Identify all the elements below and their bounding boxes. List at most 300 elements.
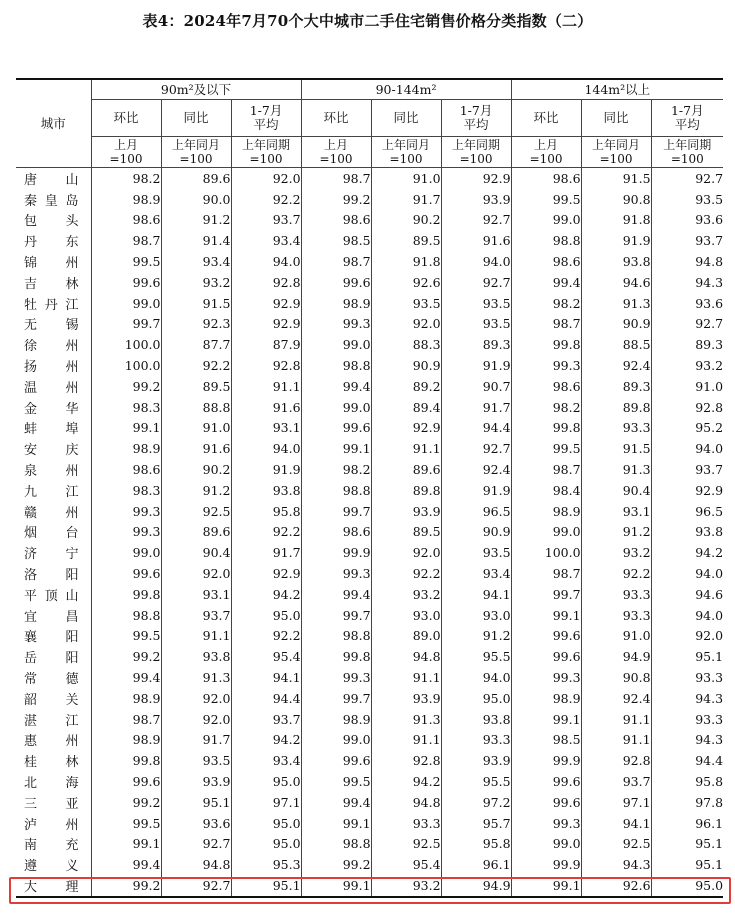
index-value: 93.7 xyxy=(581,771,651,792)
city-name: 遵义 xyxy=(24,859,79,875)
index-value: 91.1 xyxy=(161,626,231,647)
index-value: 99.6 xyxy=(511,771,581,792)
index-value: 99.8 xyxy=(511,418,581,439)
index-value: 92.7 xyxy=(651,168,723,189)
index-value: 91.7 xyxy=(231,542,301,563)
index-value: 100.0 xyxy=(91,355,161,376)
index-value: 94.8 xyxy=(371,792,441,813)
index-value: 99.8 xyxy=(91,750,161,771)
index-value: 99.3 xyxy=(91,522,161,543)
index-value: 97.1 xyxy=(581,792,651,813)
index-value: 93.7 xyxy=(161,605,231,626)
table-row xyxy=(16,792,723,813)
index-value: 92.8 xyxy=(651,397,723,418)
index-value: 90.9 xyxy=(581,314,651,335)
table-row xyxy=(16,293,723,314)
table-row xyxy=(16,667,723,688)
index-value: 93.9 xyxy=(161,771,231,792)
index-value: 94.8 xyxy=(371,646,441,667)
index-value: 92.9 xyxy=(371,418,441,439)
index-value: 99.5 xyxy=(91,626,161,647)
city-name: 宜昌 xyxy=(24,609,79,625)
index-value: 92.6 xyxy=(581,875,651,897)
city-name: 桂林 xyxy=(24,755,79,771)
city-name: 蚌埠 xyxy=(24,422,79,438)
index-value: 92.9 xyxy=(231,563,301,584)
index-value: 99.3 xyxy=(91,501,161,522)
index-value: 95.0 xyxy=(231,605,301,626)
index-value: 98.3 xyxy=(91,397,161,418)
index-value: 90.8 xyxy=(581,189,651,210)
index-value: 91.5 xyxy=(581,438,651,459)
header-subcol: 1-7月 平均 xyxy=(651,100,723,137)
index-value: 87.7 xyxy=(161,334,231,355)
index-value: 94.3 xyxy=(581,854,651,875)
city-name: 金华 xyxy=(24,401,79,417)
index-value: 88.3 xyxy=(371,334,441,355)
index-value: 99.2 xyxy=(91,792,161,813)
index-value: 93.6 xyxy=(651,293,723,314)
index-value: 99.1 xyxy=(511,605,581,626)
index-value: 91.7 xyxy=(371,189,441,210)
index-value: 95.7 xyxy=(441,813,511,834)
index-value: 92.4 xyxy=(581,688,651,709)
index-value: 99.4 xyxy=(91,854,161,875)
index-value: 99.4 xyxy=(91,667,161,688)
city-name: 烟台 xyxy=(24,526,79,542)
header-subcol: 同比 xyxy=(161,100,231,137)
index-value: 98.6 xyxy=(511,168,581,189)
index-value: 99.1 xyxy=(511,709,581,730)
index-value: 100.0 xyxy=(91,334,161,355)
index-value: 94.4 xyxy=(651,750,723,771)
index-value: 95.1 xyxy=(651,834,723,855)
index-value: 98.3 xyxy=(91,480,161,501)
header-subcol: 环比 xyxy=(511,100,581,137)
index-value: 92.7 xyxy=(441,272,511,293)
index-value: 100.0 xyxy=(511,542,581,563)
table-row xyxy=(16,397,723,418)
index-value: 91.6 xyxy=(441,230,511,251)
index-value: 99.2 xyxy=(91,875,161,897)
index-value: 89.2 xyxy=(371,376,441,397)
table-row xyxy=(16,563,723,584)
index-value: 95.8 xyxy=(231,501,301,522)
table-row xyxy=(16,730,723,751)
index-value: 93.2 xyxy=(371,875,441,897)
table-row xyxy=(16,626,723,647)
index-value: 92.0 xyxy=(371,542,441,563)
index-value: 99.1 xyxy=(301,813,371,834)
index-value: 87.9 xyxy=(231,334,301,355)
city-name: 平顶山 xyxy=(24,588,79,604)
index-value: 96.5 xyxy=(651,501,723,522)
index-value: 99.5 xyxy=(511,189,581,210)
index-value: 94.3 xyxy=(651,688,723,709)
index-value: 99.5 xyxy=(511,438,581,459)
index-value: 93.2 xyxy=(581,542,651,563)
index-value: 91.5 xyxy=(581,168,651,189)
index-value: 92.7 xyxy=(441,438,511,459)
index-value: 94.0 xyxy=(651,605,723,626)
index-value: 93.8 xyxy=(441,709,511,730)
index-value: 99.1 xyxy=(91,418,161,439)
index-value: 92.5 xyxy=(581,834,651,855)
index-value: 99.3 xyxy=(511,355,581,376)
index-value: 99.4 xyxy=(301,376,371,397)
index-value: 94.0 xyxy=(651,563,723,584)
index-value: 94.6 xyxy=(581,272,651,293)
index-value: 99.2 xyxy=(91,376,161,397)
index-value: 91.3 xyxy=(581,459,651,480)
index-value: 98.6 xyxy=(91,210,161,231)
city-name: 常德 xyxy=(24,672,79,688)
table-row xyxy=(16,376,723,397)
index-value: 99.3 xyxy=(511,813,581,834)
table-row xyxy=(16,480,723,501)
index-value: 91.7 xyxy=(441,397,511,418)
index-value: 91.0 xyxy=(651,376,723,397)
index-value: 98.8 xyxy=(301,480,371,501)
city-name: 温州 xyxy=(24,380,79,396)
index-value: 98.8 xyxy=(91,605,161,626)
index-value: 98.7 xyxy=(511,459,581,480)
index-value: 98.4 xyxy=(511,480,581,501)
table-row xyxy=(16,334,723,355)
index-value: 95.1 xyxy=(161,792,231,813)
index-value: 96.1 xyxy=(441,854,511,875)
index-value: 98.9 xyxy=(301,293,371,314)
index-value: 99.3 xyxy=(301,667,371,688)
index-value: 98.5 xyxy=(511,730,581,751)
index-value: 93.4 xyxy=(231,750,301,771)
index-value: 99.0 xyxy=(91,542,161,563)
header-subcol: 同比 xyxy=(581,100,651,137)
index-value: 90.9 xyxy=(441,522,511,543)
header-base: 上年同月 =100 xyxy=(581,137,651,168)
index-value: 93.2 xyxy=(651,355,723,376)
index-value: 99.1 xyxy=(301,438,371,459)
index-value: 91.9 xyxy=(441,480,511,501)
index-value: 94.2 xyxy=(231,730,301,751)
index-value: 92.0 xyxy=(161,709,231,730)
index-value: 92.8 xyxy=(231,355,301,376)
index-value: 94.4 xyxy=(441,418,511,439)
table-row xyxy=(16,189,723,210)
index-value: 95.0 xyxy=(231,771,301,792)
index-value: 97.2 xyxy=(441,792,511,813)
table-row xyxy=(16,750,723,771)
table-row xyxy=(16,584,723,605)
index-value: 92.0 xyxy=(161,563,231,584)
index-value: 92.0 xyxy=(651,626,723,647)
index-value: 92.7 xyxy=(441,210,511,231)
index-value: 91.4 xyxy=(161,230,231,251)
index-value: 93.5 xyxy=(651,189,723,210)
index-value: 99.1 xyxy=(301,875,371,897)
index-value: 90.8 xyxy=(581,667,651,688)
table-row xyxy=(16,522,723,543)
index-value: 99.0 xyxy=(301,334,371,355)
index-value: 94.4 xyxy=(231,688,301,709)
header-subcol: 1-7月 平均 xyxy=(441,100,511,137)
index-value: 93.6 xyxy=(161,813,231,834)
index-value: 99.0 xyxy=(301,397,371,418)
index-value: 98.2 xyxy=(511,293,581,314)
index-value: 93.6 xyxy=(651,210,723,231)
index-value: 99.6 xyxy=(301,750,371,771)
header-subcol: 环比 xyxy=(91,100,161,137)
index-value: 91.2 xyxy=(581,522,651,543)
city-name: 徐州 xyxy=(24,339,79,355)
index-value: 93.7 xyxy=(231,709,301,730)
table-row xyxy=(16,355,723,376)
index-value: 92.7 xyxy=(161,875,231,897)
index-value: 99.0 xyxy=(511,522,581,543)
index-value: 99.6 xyxy=(511,792,581,813)
index-value: 93.3 xyxy=(651,709,723,730)
index-value: 91.9 xyxy=(231,459,301,480)
index-value: 98.7 xyxy=(91,709,161,730)
index-value: 90.7 xyxy=(441,376,511,397)
index-value: 89.5 xyxy=(161,376,231,397)
index-value: 91.0 xyxy=(371,168,441,189)
index-value: 93.5 xyxy=(371,293,441,314)
table-row xyxy=(16,875,723,897)
price-index-table xyxy=(16,78,723,898)
index-value: 92.6 xyxy=(371,272,441,293)
header-group: 144m²以上 xyxy=(511,79,723,100)
index-value: 99.9 xyxy=(511,750,581,771)
index-value: 98.6 xyxy=(91,459,161,480)
header-city: 城市 xyxy=(16,79,91,168)
index-value: 99.8 xyxy=(301,646,371,667)
index-value: 91.8 xyxy=(371,251,441,272)
index-value: 98.9 xyxy=(91,438,161,459)
index-value: 89.6 xyxy=(161,168,231,189)
index-value: 99.4 xyxy=(301,792,371,813)
index-value: 92.9 xyxy=(651,480,723,501)
index-value: 93.4 xyxy=(441,563,511,584)
index-value: 99.8 xyxy=(91,584,161,605)
index-value: 95.8 xyxy=(441,834,511,855)
city-name: 包头 xyxy=(24,214,79,230)
index-value: 98.8 xyxy=(301,626,371,647)
index-value: 99.1 xyxy=(91,834,161,855)
index-value: 91.5 xyxy=(161,293,231,314)
index-value: 91.7 xyxy=(161,730,231,751)
index-value: 95.3 xyxy=(231,854,301,875)
index-value: 97.8 xyxy=(651,792,723,813)
city-name: 襄阳 xyxy=(24,630,79,646)
header-base: 上年同月 =100 xyxy=(161,137,231,168)
index-value: 91.1 xyxy=(371,438,441,459)
index-value: 93.3 xyxy=(371,813,441,834)
index-value: 99.3 xyxy=(301,563,371,584)
index-value: 99.0 xyxy=(301,730,371,751)
header-subcol: 同比 xyxy=(371,100,441,137)
index-value: 99.6 xyxy=(301,418,371,439)
index-value: 92.0 xyxy=(371,314,441,335)
city-name: 牡丹江 xyxy=(24,297,79,313)
index-value: 95.5 xyxy=(441,646,511,667)
index-value: 93.1 xyxy=(581,501,651,522)
index-value: 99.3 xyxy=(301,314,371,335)
index-value: 98.9 xyxy=(511,501,581,522)
index-value: 98.9 xyxy=(91,730,161,751)
index-value: 93.8 xyxy=(231,480,301,501)
city-name: 惠州 xyxy=(24,734,79,750)
index-value: 91.6 xyxy=(161,438,231,459)
index-value: 92.2 xyxy=(581,563,651,584)
index-value: 99.5 xyxy=(91,813,161,834)
city-name: 泉州 xyxy=(24,464,79,480)
index-value: 91.8 xyxy=(581,210,651,231)
index-value: 92.3 xyxy=(161,314,231,335)
index-value: 92.4 xyxy=(581,355,651,376)
index-value: 96.5 xyxy=(441,501,511,522)
index-value: 95.0 xyxy=(231,813,301,834)
index-value: 93.9 xyxy=(371,501,441,522)
table-row xyxy=(16,605,723,626)
index-value: 95.4 xyxy=(231,646,301,667)
index-value: 98.9 xyxy=(301,709,371,730)
index-value: 92.4 xyxy=(441,459,511,480)
index-value: 99.7 xyxy=(301,501,371,522)
index-value: 92.9 xyxy=(441,168,511,189)
city-name: 赣州 xyxy=(24,505,79,521)
index-value: 99.7 xyxy=(301,605,371,626)
index-value: 98.7 xyxy=(511,563,581,584)
index-value: 99.1 xyxy=(511,875,581,897)
index-value: 93.5 xyxy=(441,542,511,563)
header-base: 上年同期 =100 xyxy=(441,137,511,168)
city-name: 吉林 xyxy=(24,276,79,292)
index-value: 98.6 xyxy=(511,376,581,397)
index-value: 99.6 xyxy=(91,771,161,792)
index-value: 98.6 xyxy=(511,251,581,272)
index-value: 99.5 xyxy=(91,251,161,272)
index-value: 93.7 xyxy=(231,210,301,231)
index-value: 93.7 xyxy=(651,230,723,251)
index-value: 92.8 xyxy=(231,272,301,293)
index-value: 94.1 xyxy=(581,813,651,834)
city-name: 安庆 xyxy=(24,443,79,459)
index-value: 99.6 xyxy=(91,563,161,584)
index-value: 99.7 xyxy=(91,314,161,335)
index-value: 95.1 xyxy=(651,854,723,875)
index-value: 91.3 xyxy=(371,709,441,730)
index-value: 91.1 xyxy=(371,667,441,688)
index-value: 91.1 xyxy=(581,730,651,751)
index-value: 88.8 xyxy=(161,397,231,418)
table-row xyxy=(16,314,723,335)
index-value: 90.2 xyxy=(371,210,441,231)
index-value: 92.2 xyxy=(231,626,301,647)
index-value: 94.9 xyxy=(441,875,511,897)
index-value: 98.7 xyxy=(91,230,161,251)
index-value: 99.8 xyxy=(511,334,581,355)
index-value: 91.9 xyxy=(441,355,511,376)
index-value: 95.2 xyxy=(651,418,723,439)
index-value: 99.0 xyxy=(511,210,581,231)
index-value: 99.2 xyxy=(301,189,371,210)
index-value: 90.4 xyxy=(161,542,231,563)
index-value: 92.8 xyxy=(581,750,651,771)
index-value: 89.5 xyxy=(371,230,441,251)
header-base: 上年同月 =100 xyxy=(371,137,441,168)
index-value: 99.9 xyxy=(511,854,581,875)
table-row xyxy=(16,501,723,522)
index-value: 94.2 xyxy=(231,584,301,605)
index-value: 91.6 xyxy=(231,397,301,418)
city-name: 无锡 xyxy=(24,318,79,334)
table-row xyxy=(16,813,723,834)
index-value: 98.7 xyxy=(301,168,371,189)
index-value: 92.7 xyxy=(651,314,723,335)
index-value: 89.6 xyxy=(371,459,441,480)
index-value: 95.0 xyxy=(231,834,301,855)
city-name: 三亚 xyxy=(24,796,79,812)
index-value: 98.6 xyxy=(301,522,371,543)
index-value: 92.0 xyxy=(231,168,301,189)
index-value: 99.4 xyxy=(301,584,371,605)
index-value: 93.9 xyxy=(441,189,511,210)
index-value: 93.3 xyxy=(441,730,511,751)
index-value: 91.3 xyxy=(161,667,231,688)
index-value: 98.9 xyxy=(91,189,161,210)
index-value: 99.6 xyxy=(511,646,581,667)
header-base: 上月 =100 xyxy=(91,137,161,168)
table-row xyxy=(16,459,723,480)
index-value: 97.1 xyxy=(231,792,301,813)
index-value: 91.3 xyxy=(581,293,651,314)
index-value: 95.0 xyxy=(441,688,511,709)
index-value: 99.2 xyxy=(91,646,161,667)
index-value: 99.3 xyxy=(511,667,581,688)
index-value: 89.8 xyxy=(581,397,651,418)
city-name: 洛阳 xyxy=(24,568,79,584)
city-name: 南充 xyxy=(24,838,79,854)
index-value: 89.5 xyxy=(371,522,441,543)
index-value: 93.8 xyxy=(581,251,651,272)
index-value: 95.5 xyxy=(441,771,511,792)
index-value: 98.9 xyxy=(91,688,161,709)
index-value: 99.7 xyxy=(301,688,371,709)
city-name: 泸州 xyxy=(24,817,79,833)
city-name: 济宁 xyxy=(24,547,79,563)
table-row xyxy=(16,854,723,875)
index-value: 89.3 xyxy=(441,334,511,355)
index-value: 93.3 xyxy=(581,418,651,439)
index-value: 98.9 xyxy=(511,688,581,709)
index-value: 99.2 xyxy=(301,854,371,875)
city-name: 大理 xyxy=(16,875,91,897)
index-value: 95.4 xyxy=(371,854,441,875)
index-value: 98.2 xyxy=(301,459,371,480)
index-value: 92.5 xyxy=(371,834,441,855)
table-row xyxy=(16,272,723,293)
index-value: 98.2 xyxy=(511,397,581,418)
index-value: 94.0 xyxy=(231,438,301,459)
city-name: 湛江 xyxy=(24,713,79,729)
index-value: 93.3 xyxy=(581,605,651,626)
header-subcol: 环比 xyxy=(301,100,371,137)
table-row xyxy=(16,438,723,459)
index-value: 89.3 xyxy=(581,376,651,397)
city-name: 锦州 xyxy=(24,256,79,272)
index-value: 98.7 xyxy=(301,251,371,272)
